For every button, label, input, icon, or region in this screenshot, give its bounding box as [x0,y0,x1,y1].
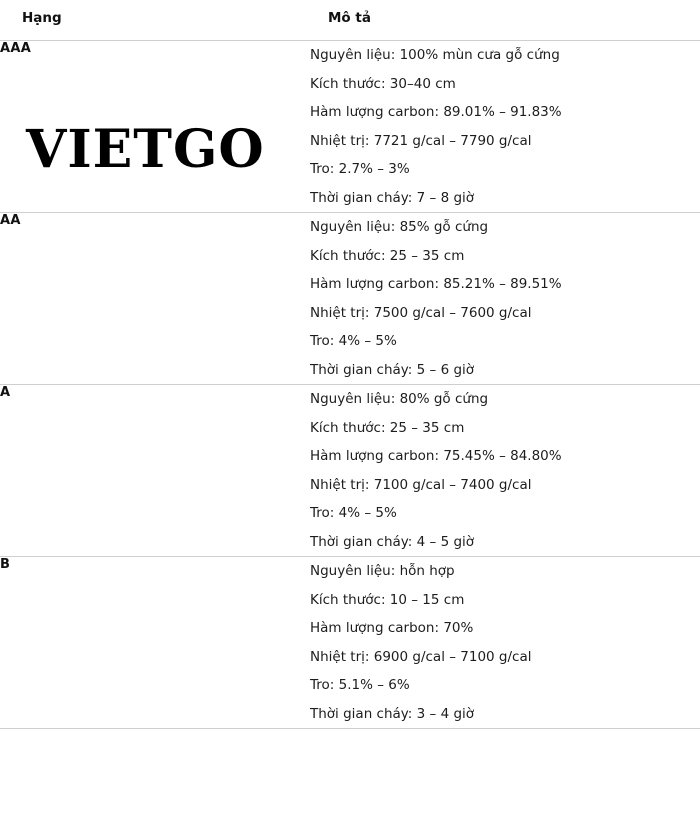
list-item: Tro: 2.7% – 3% [310,161,410,177]
table-header-row [0,0,700,41]
list-item: Thời gian cháy: 4 – 5 giờ [310,533,475,550]
table-body [0,41,700,729]
spec-list [310,385,700,556]
description-cell [310,385,700,557]
list-item: Thời gian cháy: 7 – 8 giờ [310,189,475,206]
table-row [0,385,700,557]
list-item: Nhiệt trị: 7500 g/cal – 7600 g/cal [310,304,532,321]
list-item: Tro: 4% – 5% [310,505,397,521]
description-cell [310,213,700,385]
grade-value: A [0,385,310,557]
list-item: Kích thước: 25 – 35 cm [310,419,465,436]
list-item: Hàm lượng carbon: 89.01% – 91.83% [310,104,562,120]
list-item: Kích thước: 25 – 35 cm [310,247,465,264]
spec-list [310,41,700,212]
list-item: Hàm lượng carbon: 85.21% – 89.51% [310,276,562,292]
table-row [0,41,700,213]
description-cell [310,41,700,213]
column-header-grade: Hạng [0,0,310,41]
list-item: Kích thước: 10 – 15 cm [310,591,465,608]
list-item: Tro: 5.1% – 6% [310,677,410,693]
table-header [0,0,700,41]
list-item: Kích thước: 30–40 cm [310,75,456,92]
list-item: Thời gian cháy: 5 – 6 giờ [310,361,475,378]
list-item: Nhiệt trị: 7100 g/cal – 7400 g/cal [310,476,532,493]
list-item: Tro: 4% – 5% [310,333,397,349]
spec-list [310,557,700,728]
description-cell [310,557,700,729]
list-item: Nhiệt trị: 7721 g/cal – 7790 g/cal [310,132,532,149]
table-row [0,557,700,729]
list-item: Nguyên liệu: 80% gỗ cứng [310,391,489,407]
grade-value: AA [0,213,310,385]
list-item: Nguyên liệu: 100% mùn cưa gỗ cứng [310,47,560,63]
table-row [0,213,700,385]
spec-list [310,213,700,384]
list-item: Hàm lượng carbon: 70% [310,620,474,636]
grade-value: B [0,557,310,729]
grade-value: AAA [0,41,310,213]
list-item: Nguyên liệu: 85% gỗ cứng [310,219,489,235]
list-item: Nguyên liệu: hỗn hợp [310,563,455,579]
list-item: Thời gian cháy: 3 – 4 giờ [310,705,475,722]
watermark-logo: VIETGO [26,119,265,180]
list-item: Nhiệt trị: 6900 g/cal – 7100 g/cal [310,648,532,665]
list-item: Hàm lượng carbon: 75.45% – 84.80% [310,448,562,464]
column-header-description: Mô tả [310,0,700,41]
